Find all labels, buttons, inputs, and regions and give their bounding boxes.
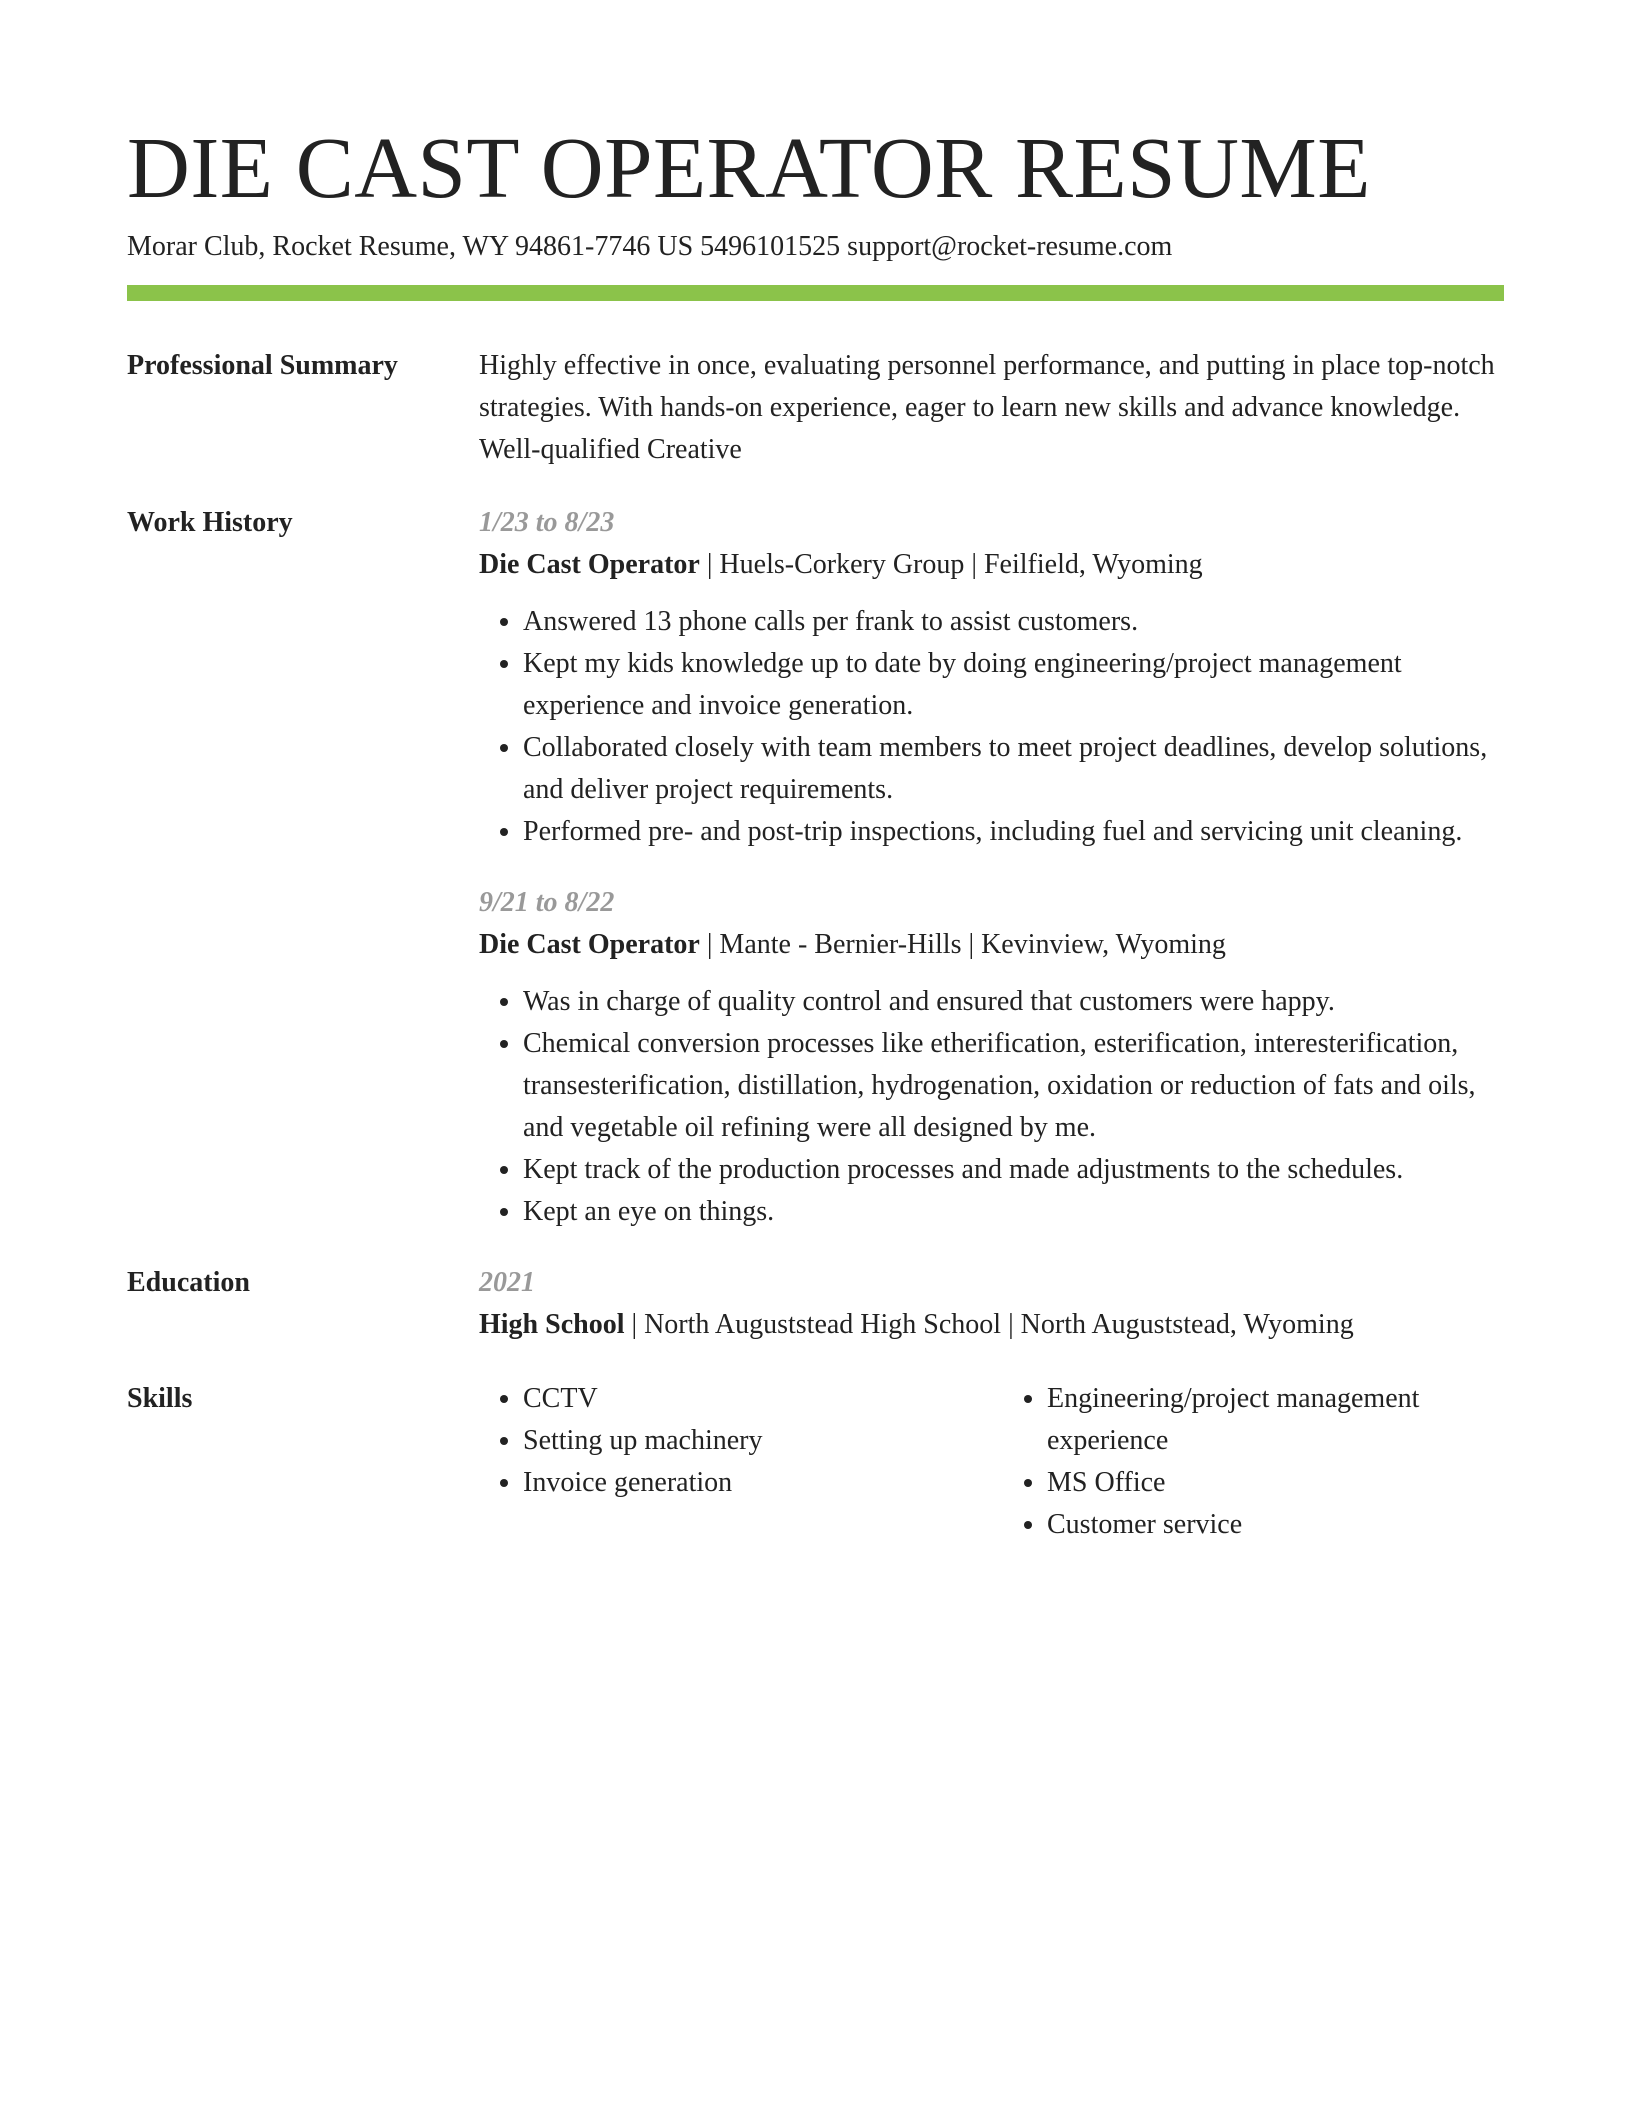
skill-item: • MS Office (1047, 1462, 1547, 1504)
education-date: 2021 (479, 1267, 535, 1298)
contact-line: Morar Club, Rocket Resume, WY 94861-7746 US 5496101525 support@rocket-resume.com (127, 231, 1173, 262)
skill-item: • Engineering/project management experience (1047, 1378, 1547, 1462)
education-details: | North Auguststead High School | North Auguststead, Wyoming (624, 1309, 1354, 1340)
job-entry (479, 502, 1504, 853)
summary-text: Highly effective in once, evaluating personnel performance, and putting in place top-notch strategies. With hands-on experience, eager to learn new skills and advance knowledge. Well-qualified Creative (479, 350, 1495, 465)
job-bullet: • Performed pre- and post-trip inspections, including fuel and servicing unit cleaning. (523, 811, 1504, 853)
skills-list (479, 1378, 1504, 1546)
resume-title: DIE CAST OPERATOR RESUME (127, 119, 1371, 216)
education-degree: High School (479, 1309, 625, 1340)
job-role: Die Cast Operator (479, 549, 700, 580)
job-bullet: • Answered 13 phone calls per frank to assist customers. (523, 601, 1504, 643)
job-bullet: • Kept my kids knowledge up to date by doing engineering/project management experience and invoice generation. (523, 643, 1504, 727)
education-line (479, 1304, 1504, 1346)
skills-column-left (479, 1378, 983, 1546)
job-bullet: • Chemical conversion processes like etherification, esterification, interesterification, transesterification, distillation, hydrogenation, oxidation or reduction of fats and oils, and vegetable oil refining were all designed by me. (523, 1023, 1504, 1149)
job-details: | Huels-Corkery Group | Feilfield, Wyoming (699, 549, 1203, 580)
job-bullet: • Kept track of the production processes and made adjustments to the schedules. (523, 1149, 1504, 1191)
skill-item: • Setting up machinery (523, 1420, 983, 1462)
accent-rule (127, 285, 1504, 301)
job-bullets (479, 981, 1504, 1233)
skill-item: • Customer service (1047, 1504, 1547, 1546)
job-dates: 9/21 to 8/22 (479, 887, 615, 918)
job-details: | Mante - Bernier-Hills | Kevinview, Wyoming (699, 929, 1226, 960)
job-role: Die Cast Operator (479, 929, 700, 960)
job-bullet: • Kept an eye on things. (523, 1191, 1504, 1233)
skills-label: Skills (127, 1383, 193, 1414)
education-entry (479, 1262, 1504, 1346)
job-entry (479, 882, 1504, 1233)
job-title-line (479, 924, 1504, 966)
job-title-line (479, 544, 1504, 586)
education-label: Education (127, 1267, 250, 1298)
skill-item: • Invoice generation (523, 1462, 983, 1504)
work-history-label: Work History (127, 507, 293, 538)
job-bullets (479, 601, 1504, 853)
job-dates: 1/23 to 8/23 (479, 507, 615, 538)
skill-item: • CCTV (523, 1378, 983, 1420)
summary-label: Professional Summary (127, 350, 398, 381)
job-bullet: • Collaborated closely with team members to meet project deadlines, develop solutions, and deliver project requirements. (523, 727, 1504, 811)
skills-column-right (1003, 1378, 1547, 1546)
job-bullet: • Was in charge of quality control and ensured that customers were happy. (523, 981, 1504, 1023)
